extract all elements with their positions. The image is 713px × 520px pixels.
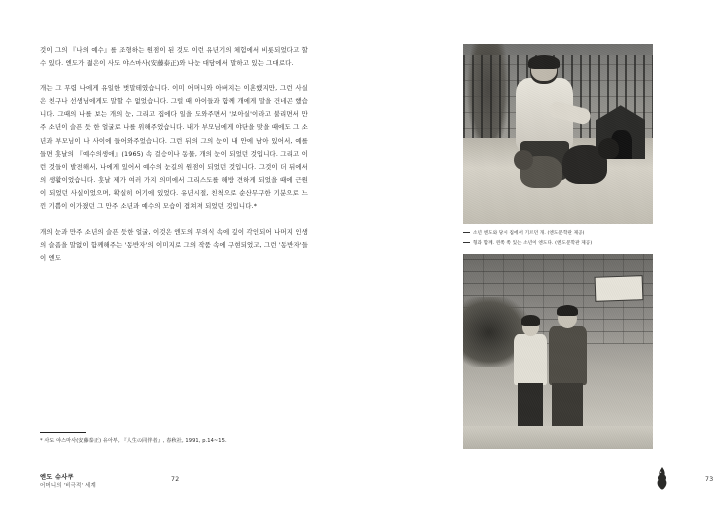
- photo-two-boys: [463, 254, 653, 449]
- page-number-left: 72: [171, 476, 180, 483]
- caption-top-text: 소년 엔도와 당시 집에서 기르던 개. (엔도문학관 제공): [473, 231, 585, 236]
- photo-boy-with-dogs: [463, 44, 653, 224]
- caption-dash-icon-2: [463, 242, 470, 243]
- caption-bottom-text: 형과 함께. 왼쪽 쪽 있는 소년이 엔도다. (엔도문학관 제공): [473, 241, 593, 246]
- footnote-text: * 사도 야스마사(安藤泰正) 유아부, 『人生の同伴者』, 春秋社, 1991, p.14~15.: [40, 438, 227, 444]
- running-foot-left: [40, 473, 96, 490]
- photo-caption-bottom: [463, 240, 655, 247]
- photo-caption-top: [463, 230, 655, 237]
- caption-dash-icon: [463, 232, 470, 233]
- running-subtitle: 어머니의 '비극적' 세계: [40, 483, 96, 489]
- paragraph-3: 개의 눈과 만주 소년의 슬픈 듯한 얼굴, 이것은 엔도의 무의식 속에 깊이 각인되어 나머지 인생의 슬픔을 말없이 함께해주는 '동반자'의 이미지로 그의 작품 속에 구현되었고, 그런 '동반자'들이 엔도: [40, 228, 308, 263]
- left-page-text-column: [40, 44, 308, 265]
- bird-emblem-icon: [654, 466, 670, 490]
- right-page: [350, 0, 713, 520]
- paragraph-2-quote: 개는 그 무렵 나에게 유일한 벗말테였습니다. 이미 어머니와 아버지는 이혼했지만, 그런 사실은 친구나 선생님에게도 말할 수 없었습니다. 그럴 때 아이들과 함께 개에게 말을 건네곤 했습니다. 그때의 나를 보는 개의 눈, 그리고 집에다 일을 도와주면서 '보아실'이라고 불리면서 만주 소년이 슬픈 듯 한 얼굴로 나를 위해주었습니다. 내가 부모님에게 야단을 맞을 때에도 그 소년과 부모님이 나 사이에 들어와주었습니다. 그런 뒤의 그의 눈이 내 안에 남아 있어서, 예를 들면 훗날의 『예수의생애』(1965) 속 걸승이나 동물, 개의 눈이 되었던 것입니다. 그리고 이런 것들이 발전해서, 나에게 있어서 예수의 눈길의 원점이 되었던 것입니다. 그것이 더 뒤에서의 생활이었습니다. 훗날 제가 여러 가지 의미에서 그리스도를 해방 견하게 되었을 때에 근원이 되었던 사실이었으며, 확실히 어기에 있었다. 유년시절, 친척으로 순산무구한 기분으로 느낀 기쁨이 이가졌던 그 만주 소년과 예수의 모습이 겹쳐져 되었던 것입니다.*: [40, 84, 308, 211]
- running-title: 엔도 슈사쿠: [40, 474, 74, 481]
- left-page: [0, 0, 350, 520]
- paragraph-1: 것이 그의 『나의 예수』를 조형하는 원점이 된 것도 이런 유년기의 체험에서 비롯되었다고 할 수 있다. 엔도가 젊은이 사도 야스마사(安藤泰正)와 나눈 대담에서 말하고 있는 그대로다.: [40, 46, 308, 68]
- page-number-right: 73: [705, 476, 713, 483]
- footnote-divider: [40, 432, 86, 433]
